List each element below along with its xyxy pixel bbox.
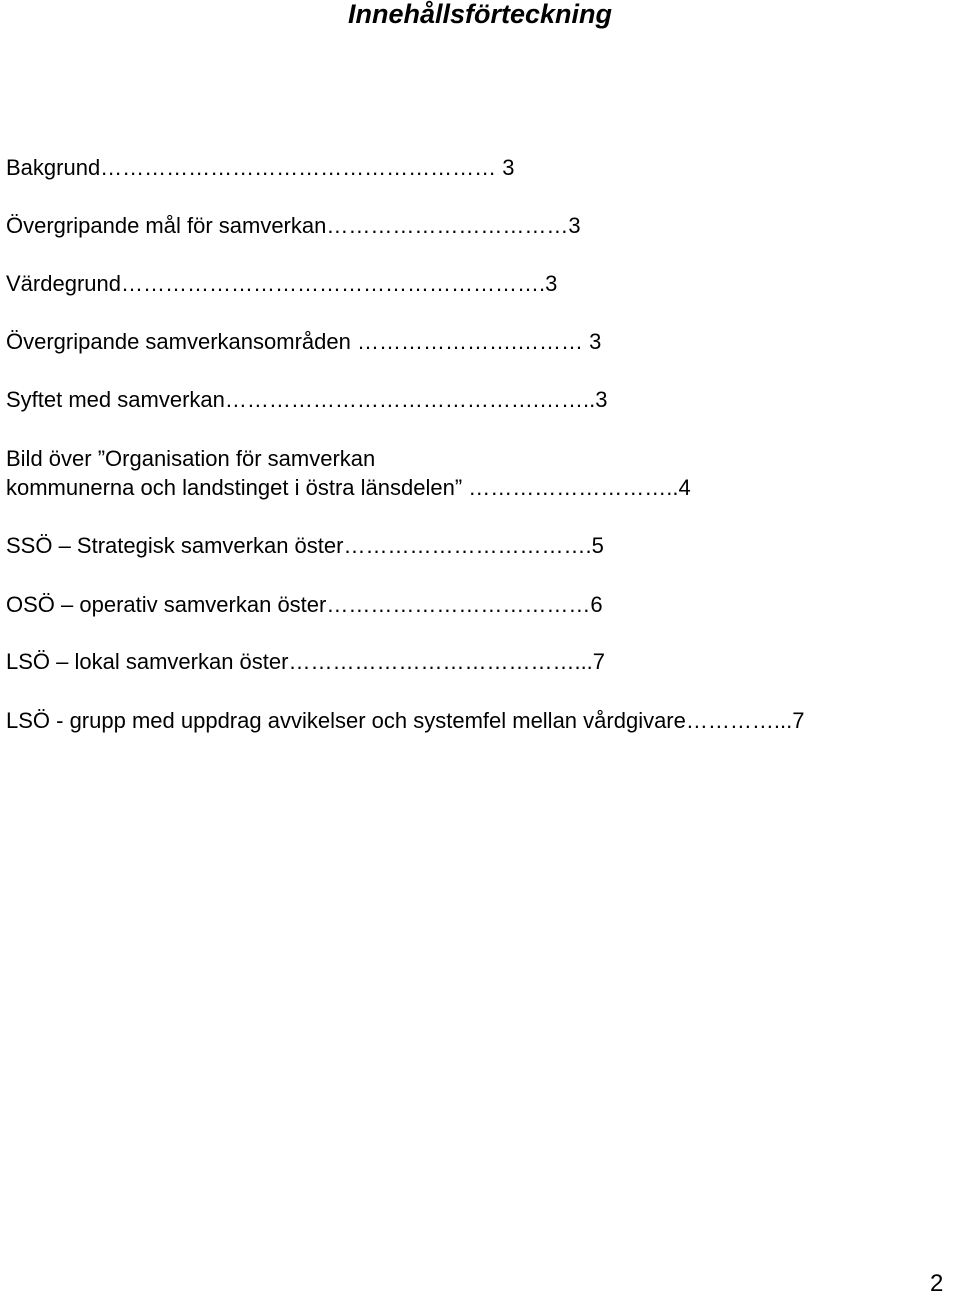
toc-entry-bild-over-organisation xyxy=(6,444,896,502)
toc-entry-line: Bild över ”Organisation för samverkan xyxy=(6,446,376,471)
toc-entry-bakgrund: Bakgrund……………………………………………… 3 xyxy=(6,155,515,180)
page-title: Innehållsförteckning xyxy=(347,0,613,29)
toc-entry-syftet: Syftet med samverkan…………………………………….……..3 xyxy=(6,387,608,412)
page-number-label: 2 xyxy=(930,1270,944,1297)
toc-entry-lso-grupp: LSÖ - grupp med uppdrag avvikelser och systemfel mellan vårdgivare…………...7 xyxy=(6,708,805,733)
toc-entry-sso: SSÖ – Strategisk samverkan öster…………………………….5 xyxy=(6,533,604,558)
toc-entry-line: kommunerna och landstinget i östra länsdelen” ………………………..4 xyxy=(6,475,691,500)
toc-entry-vardegrund: Värdegrund………………………………………………….3 xyxy=(6,271,558,296)
toc-entry-lso: LSÖ – lokal samverkan öster…………………………………...7 xyxy=(6,649,606,674)
page-number xyxy=(930,1272,960,1312)
toc-entry-oso: OSÖ – operativ samverkan öster………………………………6 xyxy=(6,592,603,617)
toc-entry-samverkansomraden: Övergripande samverkansområden ………………….……… 3 xyxy=(6,329,602,354)
toc-entry-overgripande-mal: Övergripande mål för samverkan……………………………3 xyxy=(6,213,581,238)
